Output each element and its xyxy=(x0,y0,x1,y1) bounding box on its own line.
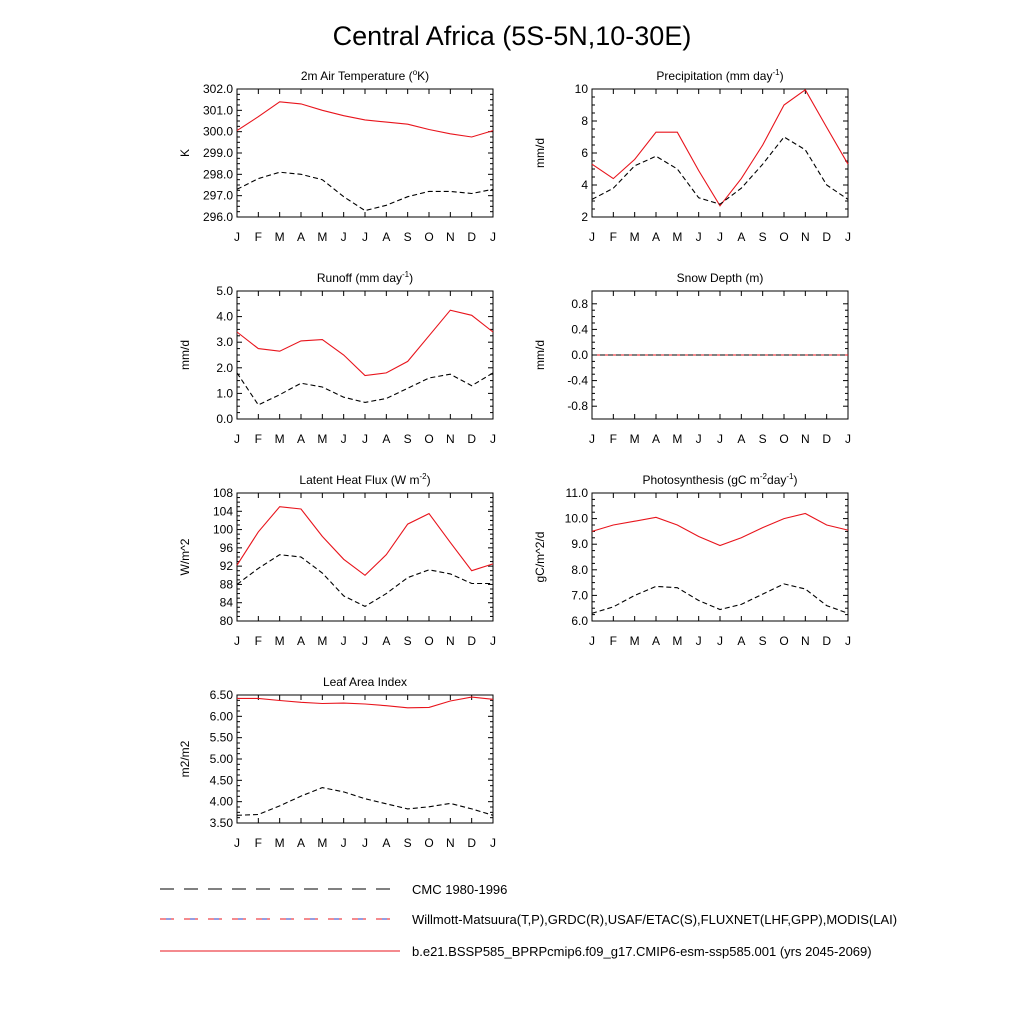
x-tick-label: A xyxy=(651,230,661,244)
x-tick-label: J xyxy=(234,836,240,850)
y-tick-label: 2.0 xyxy=(216,360,233,375)
x-tick-label: J xyxy=(362,432,368,446)
x-tick-label: A xyxy=(296,836,306,850)
x-tick-label: J xyxy=(362,836,368,850)
y-tick-label: 3.50 xyxy=(209,816,233,830)
x-tick-label: J xyxy=(490,634,496,648)
figure-title: Central Africa (5S-5N,10-30E) xyxy=(332,21,692,51)
x-tick-label: J xyxy=(362,230,368,244)
x-tick-label: J xyxy=(695,634,702,648)
x-tick-label: A xyxy=(296,634,306,648)
x-tick-label: M xyxy=(629,230,640,244)
panel-3 xyxy=(533,271,851,446)
y-tick-label: 0.8 xyxy=(571,296,588,311)
x-tick-label: O xyxy=(779,230,789,244)
y-tick-label: 298.0 xyxy=(202,167,233,182)
x-tick-label: J xyxy=(234,634,240,648)
obs-series-line xyxy=(237,172,493,210)
y-tick-label: 96 xyxy=(219,540,233,555)
y-tick-label: 297.0 xyxy=(202,188,233,203)
y-tick-label: 4.50 xyxy=(209,773,233,788)
y-tick-label: 3.0 xyxy=(216,335,233,350)
panel-title: Photosynthesis (gC $m^{-2}day^{-1}$) xyxy=(642,472,798,487)
x-tick-label: M xyxy=(274,230,285,244)
x-tick-label: O xyxy=(424,634,434,648)
x-tick-label: O xyxy=(424,432,434,446)
x-tick-label: M xyxy=(317,230,328,244)
x-tick-label: F xyxy=(609,432,618,446)
x-tick-label: O xyxy=(424,836,434,850)
y-tick-label: 108 xyxy=(212,486,233,500)
x-tick-label: O xyxy=(424,230,434,244)
y-tick-label: 301.0 xyxy=(202,103,233,118)
y-tick-label: 5.50 xyxy=(209,730,233,745)
x-tick-label: N xyxy=(800,634,810,648)
x-tick-label: A xyxy=(651,432,661,446)
x-tick-label: J xyxy=(695,432,702,446)
x-tick-label: J xyxy=(589,230,595,244)
x-tick-label: M xyxy=(629,634,640,648)
panel-5 xyxy=(533,472,851,648)
x-tick-label: D xyxy=(822,432,832,446)
x-tick-label: J xyxy=(362,634,368,648)
y-axis-label: mm/d xyxy=(533,138,547,168)
x-tick-label: S xyxy=(758,432,767,446)
x-tick-label: M xyxy=(672,230,683,244)
panels xyxy=(178,68,851,850)
x-tick-label: S xyxy=(403,836,412,850)
panel-title: Latent Heat Flux (W $m^{-2}$) xyxy=(299,472,431,487)
x-tick-label: F xyxy=(254,432,263,446)
y-tick-label: 8 xyxy=(581,114,588,128)
x-tick-label: S xyxy=(758,230,767,244)
x-tick-label: F xyxy=(609,634,618,648)
y-axis-label: m2/m2 xyxy=(178,740,192,778)
y-tick-label: 6.50 xyxy=(209,688,233,702)
obs-series-line xyxy=(237,373,493,405)
panel-6 xyxy=(178,675,496,850)
legend-label: CMC 1980-1996 xyxy=(412,882,508,897)
plot-frame xyxy=(237,89,493,217)
obs-series-line xyxy=(592,584,848,613)
x-tick-label: A xyxy=(296,230,306,244)
legend-label: Willmott-Matsuura(T,P),GRDC(R),USAF/ETAC(S),FLUXNET(LHF,GPP),MODIS(LAI) xyxy=(412,912,898,927)
y-tick-label: 104 xyxy=(212,504,233,519)
x-tick-label: F xyxy=(254,634,263,648)
panel-title: Snow Depth (m) xyxy=(676,271,764,285)
x-tick-label: J xyxy=(717,432,723,446)
x-tick-label: J xyxy=(717,634,723,648)
x-tick-label: A xyxy=(382,432,391,446)
legend xyxy=(160,882,897,959)
obs-series-line xyxy=(592,137,848,204)
panel-2 xyxy=(178,270,496,446)
x-tick-label: J xyxy=(845,230,851,244)
x-tick-label: M xyxy=(274,634,285,648)
x-tick-label: J xyxy=(589,634,595,648)
obs-series-line xyxy=(237,788,493,816)
y-axis-label: mm/d xyxy=(533,340,547,370)
x-tick-label: J xyxy=(340,634,347,648)
x-tick-label: J xyxy=(490,432,496,446)
x-tick-label: J xyxy=(340,432,347,446)
model-series-line xyxy=(592,90,848,206)
x-tick-label: F xyxy=(254,836,263,850)
x-tick-label: J xyxy=(340,230,347,244)
x-tick-label: A xyxy=(651,634,661,648)
panel-title: Runoff (mm day$^{-1}$) xyxy=(316,270,414,285)
x-tick-label: S xyxy=(403,634,412,648)
y-tick-label: 296.0 xyxy=(202,210,233,224)
y-tick-label: 4.0 xyxy=(216,309,233,324)
y-tick-label: -0.4 xyxy=(567,373,588,388)
x-tick-label: N xyxy=(800,432,810,446)
panel-title: Leaf Area Index xyxy=(322,675,408,689)
x-tick-label: M xyxy=(629,432,640,446)
x-tick-label: J xyxy=(490,836,496,850)
y-tick-label: 10 xyxy=(574,82,588,96)
x-tick-label: O xyxy=(779,634,789,648)
y-tick-label: 5.0 xyxy=(216,284,233,298)
panel-4 xyxy=(178,472,496,648)
y-tick-label: 6.00 xyxy=(209,709,233,724)
y-tick-label: -0.8 xyxy=(567,399,588,414)
x-tick-label: J xyxy=(695,230,702,244)
x-tick-label: J xyxy=(490,230,496,244)
y-tick-label: 0.4 xyxy=(571,322,588,337)
x-tick-label: O xyxy=(779,432,789,446)
panel-title: Precipitation (mm day$^{-1}$) xyxy=(656,68,784,83)
x-tick-label: J xyxy=(340,836,347,850)
plot-frame xyxy=(592,493,848,621)
model-series-line xyxy=(237,507,493,576)
y-tick-label: 6 xyxy=(581,146,588,160)
y-axis-label: W/m^2 xyxy=(178,538,192,576)
x-tick-label: J xyxy=(234,432,240,446)
x-tick-label: J xyxy=(234,230,240,244)
y-axis-label: mm/d xyxy=(178,340,192,370)
x-tick-label: A xyxy=(737,432,746,446)
x-tick-label: D xyxy=(467,432,477,446)
model-series-line xyxy=(592,514,848,546)
y-tick-label: 10.0 xyxy=(564,511,588,526)
x-tick-label: N xyxy=(445,230,455,244)
x-tick-label: M xyxy=(317,432,328,446)
y-tick-label: 6.0 xyxy=(571,614,588,628)
y-tick-label: 9.0 xyxy=(571,537,588,552)
legend-label: b.e21.BSSP585_BPRPcmip6.f09_g17.CMIP6-esm-ssp585.001 (yrs 2045-2069) xyxy=(412,944,872,959)
x-tick-label: N xyxy=(445,432,455,446)
x-tick-label: A xyxy=(382,836,391,850)
y-tick-label: 299.0 xyxy=(202,146,233,160)
x-tick-label: D xyxy=(822,634,832,648)
x-tick-label: S xyxy=(758,634,767,648)
x-tick-label: D xyxy=(467,836,477,850)
x-tick-label: A xyxy=(737,230,746,244)
model-series-line xyxy=(237,102,493,137)
y-tick-label: 100 xyxy=(212,522,233,537)
y-tick-label: 88 xyxy=(219,577,233,592)
x-tick-label: A xyxy=(737,634,746,648)
y-axis-label: gC/m^2/d xyxy=(533,531,547,583)
y-tick-label: 84 xyxy=(219,595,233,610)
y-tick-label: 0.0 xyxy=(216,412,233,426)
y-tick-label: 92 xyxy=(219,559,233,574)
x-tick-label: J xyxy=(589,432,595,446)
x-tick-label: A xyxy=(382,634,391,648)
y-tick-label: 11.0 xyxy=(565,486,588,500)
y-tick-label: 1.0 xyxy=(216,386,233,401)
x-tick-label: J xyxy=(845,432,851,446)
x-tick-label: M xyxy=(274,836,285,850)
y-tick-label: 4 xyxy=(581,178,588,192)
x-tick-label: M xyxy=(317,836,328,850)
panel-0 xyxy=(178,68,496,244)
x-tick-label: J xyxy=(717,230,723,244)
plot-frame xyxy=(237,695,493,823)
panel-1 xyxy=(533,68,851,244)
y-axis-label: K xyxy=(178,148,192,158)
plot-frame xyxy=(592,89,848,217)
model-series-line xyxy=(237,310,493,375)
x-tick-label: M xyxy=(274,432,285,446)
x-tick-label: D xyxy=(822,230,832,244)
y-tick-label: 80 xyxy=(219,614,233,628)
y-tick-label: 4.00 xyxy=(209,794,233,809)
x-tick-label: A xyxy=(382,230,391,244)
x-tick-label: D xyxy=(467,230,477,244)
x-tick-label: M xyxy=(672,432,683,446)
x-tick-label: S xyxy=(403,432,412,446)
x-tick-label: A xyxy=(296,432,306,446)
y-tick-label: 8.0 xyxy=(571,562,588,577)
x-tick-label: N xyxy=(800,230,810,244)
y-tick-label: 302.0 xyxy=(202,82,233,96)
x-tick-label: N xyxy=(445,634,455,648)
x-tick-label: D xyxy=(467,634,477,648)
x-tick-label: J xyxy=(845,634,851,648)
x-tick-label: M xyxy=(317,634,328,648)
x-tick-label: F xyxy=(609,230,618,244)
x-tick-label: F xyxy=(254,230,263,244)
x-tick-label: S xyxy=(403,230,412,244)
obs-series-line xyxy=(237,555,493,607)
y-tick-label: 5.00 xyxy=(209,752,233,766)
x-tick-label: M xyxy=(672,634,683,648)
y-tick-label: 7.0 xyxy=(571,588,588,603)
x-tick-label: N xyxy=(445,836,455,850)
y-tick-label: 0.0 xyxy=(571,348,588,362)
panel-title: 2m Air Temperature ($^o$K) xyxy=(300,68,430,83)
y-tick-label: 2 xyxy=(581,210,588,224)
y-tick-label: 300.0 xyxy=(202,124,233,139)
plot-frame xyxy=(237,291,493,419)
